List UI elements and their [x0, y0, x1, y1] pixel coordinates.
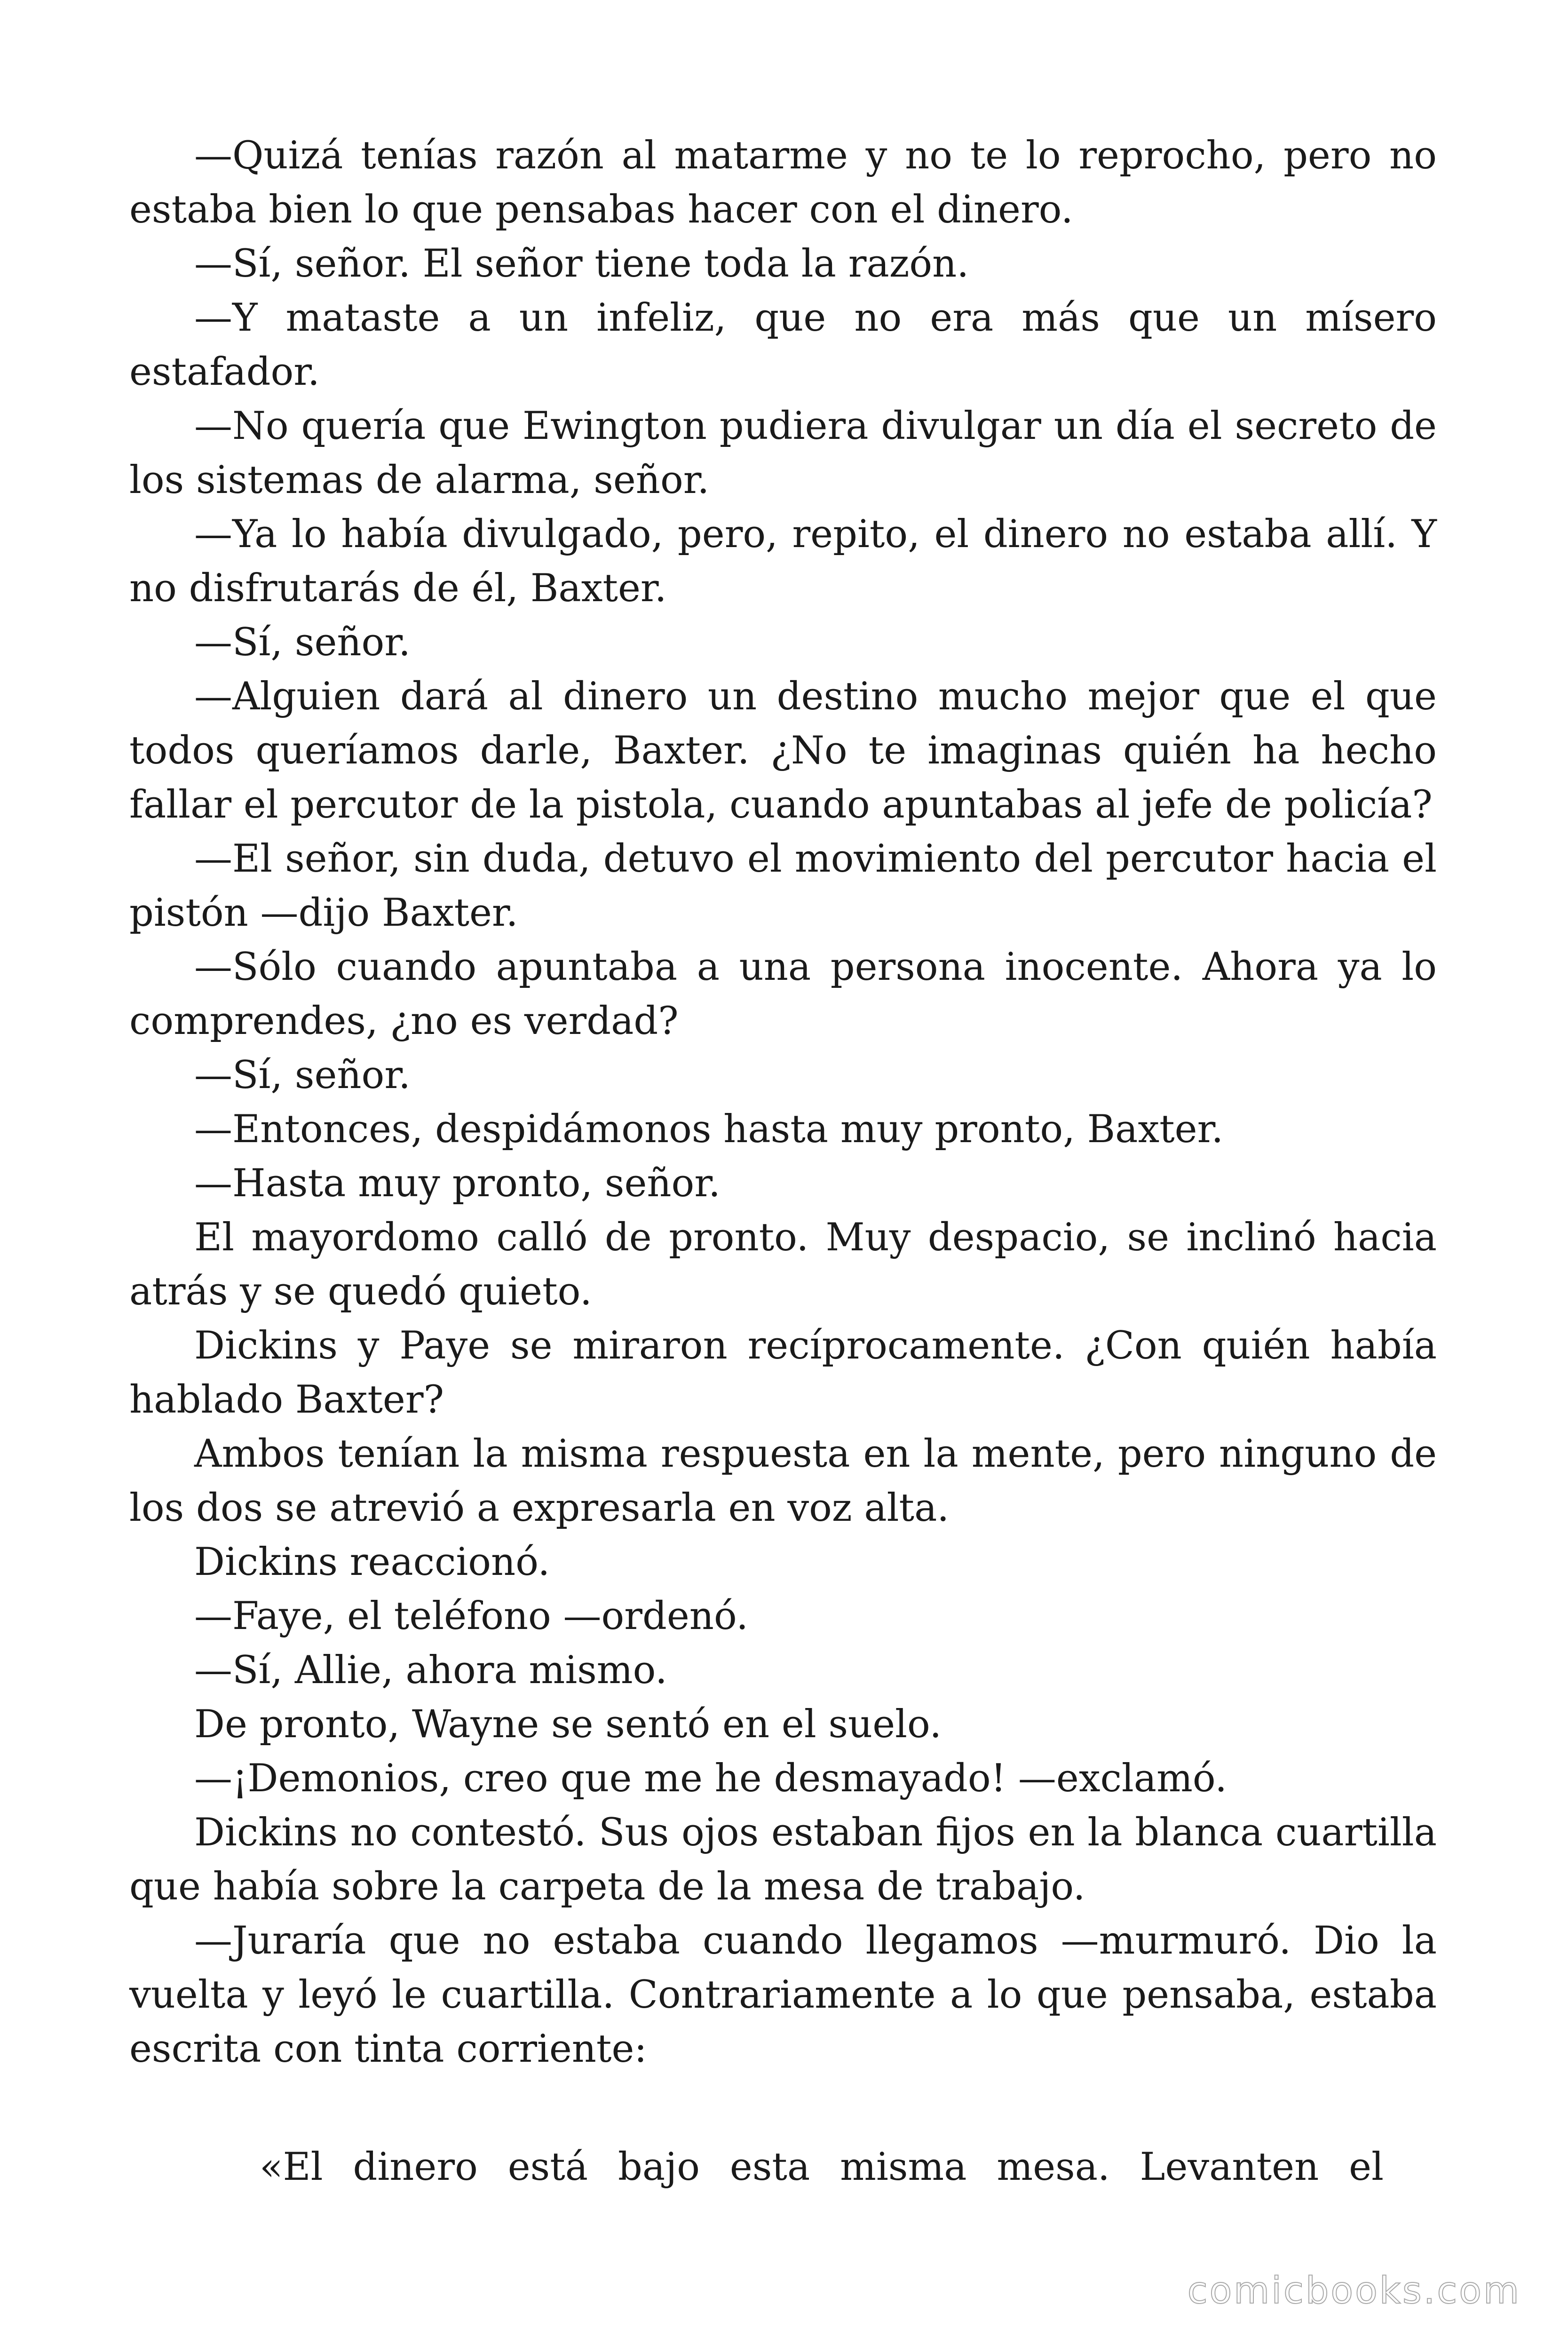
paragraph: —Sí, señor. El señor tiene toda la razón.	[194, 242, 969, 286]
paragraph: —No quería que Ewington pudiera divulgar un día el secreto de los sistemas de alarma, señor.	[129, 404, 1437, 502]
paragraph: —¡Demonios, creo que me he desmayado! —exclamó.	[194, 1756, 1227, 1801]
paragraph: —Quizá tenías razón al matarme y no te lo reprocho, pero no estaba bien lo que pensabas hacer con el dinero.	[129, 134, 1437, 232]
paragraph: —Hasta muy pronto, señor.	[194, 1161, 721, 1206]
watermark: comicbooks.com	[1187, 2270, 1521, 2312]
paragraph: —Entonces, despidámonos hasta muy pronto, Baxter.	[194, 1107, 1224, 1152]
paragraph: El mayordomo calló de pronto. Muy despacio, se inclinó hacia atrás y se quedó quieto.	[129, 1216, 1437, 1314]
body-text	[129, 129, 1437, 2076]
paragraph: Ambos tenían la misma respuesta en la mente, pero ninguno de los dos se atrevió a expresarla en voz alta.	[129, 1432, 1437, 1530]
paragraph: —Sólo cuando apuntaba a una persona inocente. Ahora ya lo comprendes, ¿no es verdad?	[129, 945, 1437, 1043]
paragraph: —El señor, sin duda, detuvo el movimiento del percutor hacia el pistón —dijo Baxter.	[129, 837, 1437, 935]
quoted-note: «El dinero está bajo esta misma mesa. Levanten el	[260, 2145, 1384, 2189]
paragraph: —Sí, Allie, ahora mismo.	[194, 1648, 667, 1692]
paragraph: De pronto, Wayne se sentó en el suelo.	[194, 1702, 942, 1747]
paragraph: —Sí, señor.	[194, 620, 411, 665]
paragraph: Dickins no contestó. Sus ojos estaban fijos en la blanca cuartilla que había sobre la carpeta de la mesa de trabajo.	[129, 1811, 1437, 1909]
paragraph: —Alguien dará al dinero un destino mucho mejor que el que todos queríamos darle, Baxter. ¿No te imaginas quién ha hecho fallar el percutor de la pistola, cuando apuntabas al jefe de policía?	[129, 675, 1437, 827]
paragraph: —Y mataste a un infeliz, que no era más que un mísero estafador.	[129, 296, 1437, 394]
paragraph: Dickins reaccionó.	[194, 1540, 550, 1584]
paragraph: —Ya lo había divulgado, pero, repito, el dinero no estaba allí. Y no disfrutarás de él, Baxter.	[129, 512, 1437, 611]
paragraph: —Sí, señor.	[194, 1053, 411, 1097]
paragraph: —Juraría que no estaba cuando llegamos —murmuró. Dio la vuelta y leyó le cuartilla. Contrariamente a lo que pensaba, estaba escrita con tinta corriente:	[129, 1919, 1437, 2071]
paragraph: —Faye, el teléfono —ordenó.	[194, 1594, 749, 1638]
paragraph: Dickins y Paye se miraron recíprocamente. ¿Con quién había hablado Baxter?	[129, 1324, 1437, 1422]
